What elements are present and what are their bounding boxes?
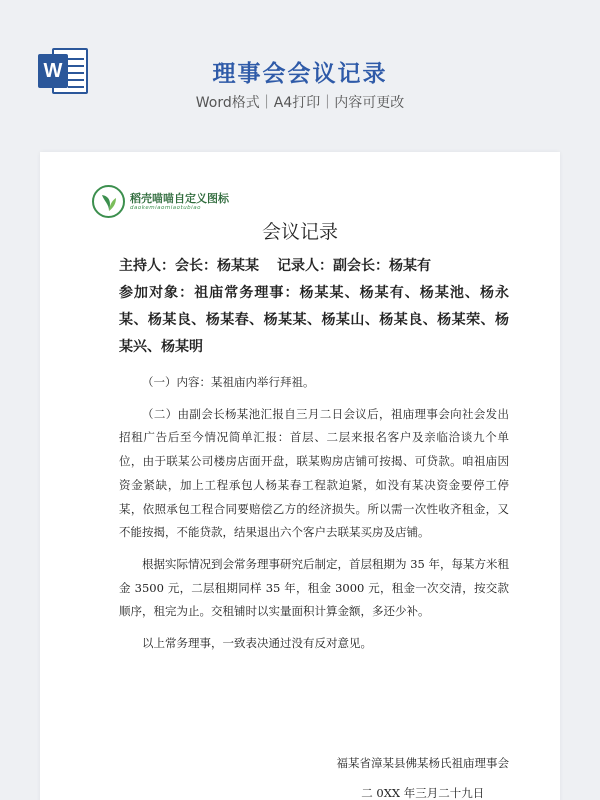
word-badge: W: [38, 54, 68, 88]
attendees: 参加对象：祖庙常务理事：杨某某、杨某有、杨某池、杨永某、杨某良、杨某春、杨某某、杨某山、杨某良、杨某荣、杨某兴、杨某明: [119, 285, 509, 355]
document-body: [119, 253, 509, 664]
logo-leaf-icon: [92, 185, 125, 218]
banner-subtitle: Word格式｜A4打印｜内容可更改: [195, 95, 405, 111]
recorder-line: 记录人：副会长：杨某有: [277, 258, 431, 274]
document-page: [40, 152, 560, 800]
host-line: 主持人：会长：杨某某: [119, 258, 259, 274]
paragraph-4: 以上常务理事，一致表决通过没有反对意见。: [142, 636, 372, 651]
document-title: 会议记录: [261, 221, 338, 243]
paragraph-1: （一）内容：某祖庙内举行拜祖。: [142, 375, 315, 389]
signature-block: [337, 748, 510, 800]
logo: [92, 185, 292, 219]
paragraph-2: （二）由副会长杨某池汇报自三月二日会议后，祖庙理事会向社会发出招租广告后至今情况简单汇报：首层、二层来报名客户及亲临洽谈九个单位，由于联某公司楼房店面开盘，联某购房店铺可按揭、可贷款。咱祖庙因资金紧缺，加上工程承包人杨某春工程款迫紧，如没有某决资金要停工停某，依照承包工程合同要赔偿乙方的经济损失。所以需一次性收齐租金，又不能按揭，不能贷款，结果退出六个客户去联某买房及店铺。: [119, 406, 509, 540]
logo-name: 稻壳喵喵自定义图标: [130, 192, 229, 205]
header-banner: [0, 0, 600, 150]
signature-date: 二 0XX 年三月二十九日: [361, 786, 485, 800]
host-recorder-line: [119, 253, 509, 280]
signature-org: 福某省漳某县佛某杨氏祖庙理事会: [336, 756, 509, 770]
logo-pinyin: daokemiaomiaotubiao: [130, 205, 201, 211]
banner-title: 理事会会议记录: [212, 61, 388, 87]
paragraph-3: 根据实际情况到会常务理事研究后制定，首层租期为 35 年，每某方米租金 3500 元，二层租期同样 35 年，租金 3000 元，租金一次交清，按交款顺序，租完为止。交租铺时以实量面积计算金额，多还少补。: [119, 556, 509, 619]
